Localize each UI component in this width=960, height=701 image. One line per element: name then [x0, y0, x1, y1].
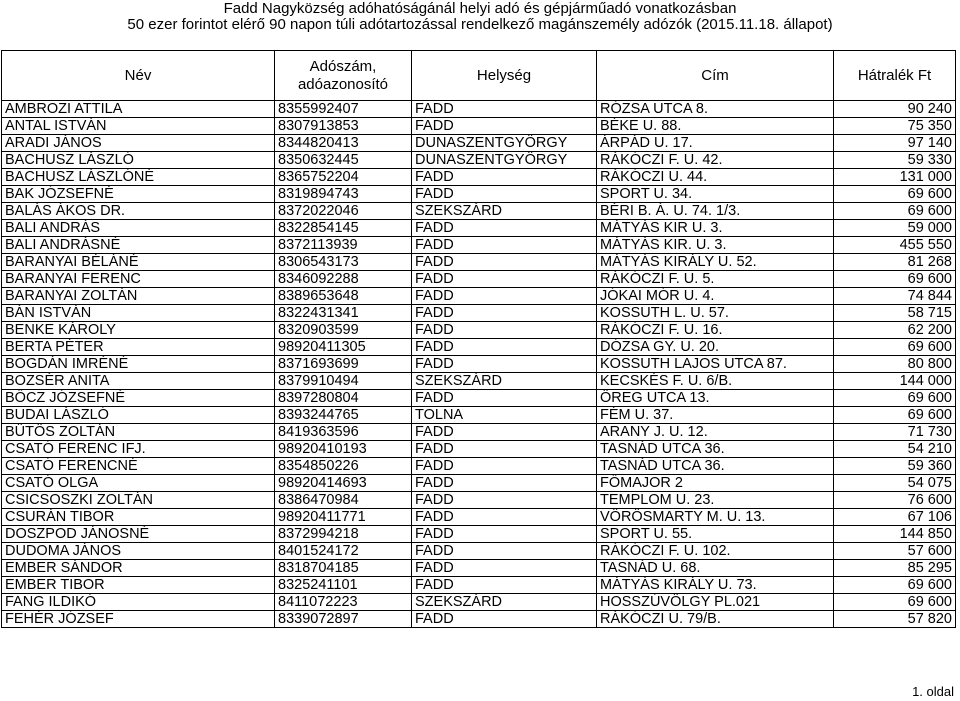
cell-address: KOSSUTH L. U. 57. — [597, 305, 834, 322]
cell-tax-id: 8350632445 — [275, 152, 412, 169]
table-row — [2, 509, 956, 526]
cell-address: TASNÁD UTCA 36. — [597, 441, 834, 458]
table-row — [2, 101, 956, 118]
cell-name: BACHUSZ LÁSZLÓ — [2, 152, 275, 169]
cell-name: BARANYAI BÉLÁNÉ — [2, 254, 275, 271]
table-row — [2, 339, 956, 356]
table-row — [2, 305, 956, 322]
table-row — [2, 543, 956, 560]
cell-tax-id: 8320903599 — [275, 322, 412, 339]
table-row — [2, 611, 956, 628]
cell-name: BOZSÉR ANITA — [2, 373, 275, 390]
cell-arrears: 58 715 — [834, 305, 956, 322]
cell-name: EMBER TIBOR — [2, 577, 275, 594]
cell-arrears: 69 600 — [834, 186, 956, 203]
table-row — [2, 526, 956, 543]
cell-town: FADD — [412, 118, 597, 135]
cell-arrears: 75 350 — [834, 118, 956, 135]
cell-address: BÉKE U. 88. — [597, 118, 834, 135]
cell-town: FADD — [412, 509, 597, 526]
cell-name: DOSZPOD JÁNOSNÉ — [2, 526, 275, 543]
table-row — [2, 577, 956, 594]
cell-arrears: 74 844 — [834, 288, 956, 305]
column-header-tax-id: Adószám, adóazonosító — [275, 51, 412, 101]
cell-arrears: 97 140 — [834, 135, 956, 152]
table-row — [2, 322, 956, 339]
cell-arrears: 131 000 — [834, 169, 956, 186]
table-row — [2, 169, 956, 186]
cell-arrears: 76 600 — [834, 492, 956, 509]
cell-town: FADD — [412, 271, 597, 288]
cell-tax-id: 8371693699 — [275, 356, 412, 373]
cell-tax-id: 8322854145 — [275, 220, 412, 237]
table-row — [2, 118, 956, 135]
table-row — [2, 492, 956, 509]
cell-arrears: 81 268 — [834, 254, 956, 271]
cell-tax-id: 8401524172 — [275, 543, 412, 560]
cell-address: RÁKÓCZI F. U. 16. — [597, 322, 834, 339]
cell-name: BARANYAI ZOLTÁN — [2, 288, 275, 305]
cell-name: CSATÓ FERENC IFJ. — [2, 441, 275, 458]
cell-address: SPORT U. 34. — [597, 186, 834, 203]
cell-address: RÁKÓCZI F. U. 42. — [597, 152, 834, 169]
table-row — [2, 594, 956, 611]
cell-name: CSATÓ FERENCNÉ — [2, 458, 275, 475]
cell-tax-id: 8372994218 — [275, 526, 412, 543]
cell-arrears: 69 600 — [834, 339, 956, 356]
cell-name: BOGDÁN IMRÉNÉ — [2, 356, 275, 373]
cell-address: BÉRI B. Á. U. 74. 1/3. — [597, 203, 834, 220]
table-row — [2, 458, 956, 475]
cell-arrears: 455 550 — [834, 237, 956, 254]
cell-name: BACHUSZ LÁSZLÓNÉ — [2, 169, 275, 186]
cell-arrears: 69 600 — [834, 407, 956, 424]
cell-town: FADD — [412, 305, 597, 322]
cell-tax-id: 8325241101 — [275, 577, 412, 594]
document-title: Fadd Nagyközség adóhatóságánál helyi adó és gépjárműadó vonatkozásban — [223, 0, 737, 17]
cell-address: RÁKÓCZI F. U. 5. — [597, 271, 834, 288]
table-row — [2, 288, 956, 305]
cell-address: KECSKÉS F. U. 6/B. — [597, 373, 834, 390]
cell-name: BALI ANDRÁS — [2, 220, 275, 237]
cell-address: HOSSZÚVÖLGY PL.021 — [597, 594, 834, 611]
cell-tax-id: 8372113939 — [275, 237, 412, 254]
cell-town: SZEKSZÁRD — [412, 594, 597, 611]
cell-address: TASNÁD UTCA 36. — [597, 458, 834, 475]
header-row — [2, 51, 956, 101]
cell-town: FADD — [412, 577, 597, 594]
cell-tax-id: 98920411771 — [275, 509, 412, 526]
cell-town: FADD — [412, 526, 597, 543]
cell-arrears: 54 075 — [834, 475, 956, 492]
cell-arrears: 59 330 — [834, 152, 956, 169]
cell-name: BAK JÓZSEFNÉ — [2, 186, 275, 203]
table-row — [2, 424, 956, 441]
cell-name: FEHÉR JÓZSEF — [2, 611, 275, 628]
cell-arrears: 80 800 — [834, 356, 956, 373]
cell-town: FADD — [412, 390, 597, 407]
cell-arrears: 71 730 — [834, 424, 956, 441]
cell-address: RÁKÓCZI U. 44. — [597, 169, 834, 186]
cell-tax-id: 8389653648 — [275, 288, 412, 305]
table-row — [2, 560, 956, 577]
cell-tax-id: 8354850226 — [275, 458, 412, 475]
cell-tax-id: 8393244765 — [275, 407, 412, 424]
column-header-address: Cím — [597, 51, 834, 101]
cell-name: DUDOMA JÁNOS — [2, 543, 275, 560]
table-row — [2, 373, 956, 390]
column-header-arrears: Hátralék Ft — [834, 51, 956, 101]
table-row — [2, 254, 956, 271]
cell-address: RÁKÓCZI U. 79/B. — [597, 611, 834, 628]
cell-town: FADD — [412, 169, 597, 186]
cell-tax-id: 8397280804 — [275, 390, 412, 407]
table-row — [2, 203, 956, 220]
cell-address: MÁTYÁS KIR U. 3. — [597, 220, 834, 237]
cell-tax-id: 8346092288 — [275, 271, 412, 288]
cell-address: ÖREG UTCA 13. — [597, 390, 834, 407]
cell-town: FADD — [412, 475, 597, 492]
cell-address: RÓZSA UTCA 8. — [597, 101, 834, 118]
cell-arrears: 69 600 — [834, 577, 956, 594]
cell-address: DÓZSA GY. U. 20. — [597, 339, 834, 356]
cell-tax-id: 8419363596 — [275, 424, 412, 441]
table-row — [2, 237, 956, 254]
table-row — [2, 271, 956, 288]
cell-town: FADD — [412, 101, 597, 118]
cell-arrears: 62 200 — [834, 322, 956, 339]
cell-name: BALÁS ÁKOS DR. — [2, 203, 275, 220]
cell-name: CSATÓ OLGA — [2, 475, 275, 492]
cell-address: ARANY J. U. 12. — [597, 424, 834, 441]
cell-address: MÁTYÁS KIR. U. 3. — [597, 237, 834, 254]
cell-arrears: 69 600 — [834, 390, 956, 407]
cell-name: EMBER SÁNDOR — [2, 560, 275, 577]
cell-town: DUNASZENTGYÖRGY — [412, 152, 597, 169]
cell-tax-id: 8344820413 — [275, 135, 412, 152]
cell-address: VÖRÖSMARTY M. U. 13. — [597, 509, 834, 526]
cell-arrears: 57 600 — [834, 543, 956, 560]
cell-town: FADD — [412, 441, 597, 458]
cell-arrears: 69 600 — [834, 203, 956, 220]
cell-name: BÁN ISTVÁN — [2, 305, 275, 322]
cell-tax-id: 8372022046 — [275, 203, 412, 220]
cell-town: SZEKSZÁRD — [412, 373, 597, 390]
cell-tax-id: 98920411305 — [275, 339, 412, 356]
cell-tax-id: 8365752204 — [275, 169, 412, 186]
table-row — [2, 152, 956, 169]
cell-name: CSICSOSZKI ZOLTÁN — [2, 492, 275, 509]
cell-name: FANG ILDIKÓ — [2, 594, 275, 611]
table-row — [2, 390, 956, 407]
cell-tax-id: 8307913853 — [275, 118, 412, 135]
table-row — [2, 186, 956, 203]
cell-town: FADD — [412, 560, 597, 577]
cell-town: FADD — [412, 339, 597, 356]
cell-town: FADD — [412, 356, 597, 373]
cell-address: FŐMAJOR 2 — [597, 475, 834, 492]
cell-address: FÉM U. 37. — [597, 407, 834, 424]
page-number: 1. oldal — [912, 684, 954, 699]
cell-name: CSURÁN TIBOR — [2, 509, 275, 526]
cell-tax-id: 8411072223 — [275, 594, 412, 611]
cell-address: MÁTYÁS KIRÁLY U. 52. — [597, 254, 834, 271]
cell-address: RÁKÓCZI F. U. 102. — [597, 543, 834, 560]
table-row — [2, 407, 956, 424]
cell-address: ÁRPÁD U. 17. — [597, 135, 834, 152]
table-row — [2, 135, 956, 152]
column-header-town: Helység — [412, 51, 597, 101]
cell-town: FADD — [412, 458, 597, 475]
cell-tax-id: 8386470984 — [275, 492, 412, 509]
cell-address: TEMPLOM U. 23. — [597, 492, 834, 509]
cell-town: TOLNA — [412, 407, 597, 424]
cell-arrears: 144 850 — [834, 526, 956, 543]
cell-arrears: 67 106 — [834, 509, 956, 526]
cell-name: BENKE KÁROLY — [2, 322, 275, 339]
cell-name: BUDAI LÁSZLÓ — [2, 407, 275, 424]
cell-name: BÜTÖS ZOLTÁN — [2, 424, 275, 441]
cell-town: FADD — [412, 492, 597, 509]
cell-name: AMBROZI ATTILA — [2, 101, 275, 118]
cell-town: FADD — [412, 322, 597, 339]
cell-address: SPORT U. 55. — [597, 526, 834, 543]
cell-name: ANTAL ISTVÁN — [2, 118, 275, 135]
cell-town: FADD — [412, 186, 597, 203]
cell-tax-id: 8339072897 — [275, 611, 412, 628]
cell-town: FADD — [412, 288, 597, 305]
cell-arrears: 69 600 — [834, 594, 956, 611]
cell-address: TASNÁD U. 68. — [597, 560, 834, 577]
cell-tax-id: 8355992407 — [275, 101, 412, 118]
cell-arrears: 85 295 — [834, 560, 956, 577]
cell-arrears: 69 600 — [834, 271, 956, 288]
cell-tax-id: 8319894743 — [275, 186, 412, 203]
cell-tax-id: 98920414693 — [275, 475, 412, 492]
cell-town: FADD — [412, 424, 597, 441]
cell-town: FADD — [412, 611, 597, 628]
cell-town: FADD — [412, 220, 597, 237]
cell-arrears: 90 240 — [834, 101, 956, 118]
cell-name: BALI ANDRÁSNÉ — [2, 237, 275, 254]
cell-tax-id: 8306543173 — [275, 254, 412, 271]
cell-arrears: 59 360 — [834, 458, 956, 475]
cell-name: BŐCZ JÓZSEFNÉ — [2, 390, 275, 407]
debtors-table — [1, 50, 956, 628]
cell-name: ARADI JÁNOS — [2, 135, 275, 152]
cell-town: DUNASZENTGYÖRGY — [412, 135, 597, 152]
table-body — [2, 101, 956, 628]
cell-arrears: 144 000 — [834, 373, 956, 390]
cell-town: FADD — [412, 237, 597, 254]
cell-tax-id: 8318704185 — [275, 560, 412, 577]
table-header — [2, 51, 956, 101]
cell-tax-id: 98920410193 — [275, 441, 412, 458]
cell-name: BARANYAI FERENC — [2, 271, 275, 288]
cell-town: FADD — [412, 254, 597, 271]
table-row — [2, 356, 956, 373]
cell-town: SZEKSZÁRD — [412, 203, 597, 220]
cell-arrears: 54 210 — [834, 441, 956, 458]
document-subtitle: 50 ezer forintot elérő 90 napon túli adótartozással rendelkező magánszemély adózók (2015.11.18. állapot) — [127, 16, 833, 33]
cell-arrears: 59 000 — [834, 220, 956, 237]
cell-address: MÁTYÁS KIRÁLY U. 73. — [597, 577, 834, 594]
cell-arrears: 57 820 — [834, 611, 956, 628]
column-header-name: Név — [2, 51, 275, 101]
cell-address: KOSSUTH LAJOS UTCA 87. — [597, 356, 834, 373]
cell-name: BERTA PÉTER — [2, 339, 275, 356]
cell-tax-id: 8379910494 — [275, 373, 412, 390]
cell-tax-id: 8322431341 — [275, 305, 412, 322]
cell-town: FADD — [412, 543, 597, 560]
table-row — [2, 475, 956, 492]
cell-address: JÓKAI MÓR U. 4. — [597, 288, 834, 305]
table-row — [2, 220, 956, 237]
table-row — [2, 441, 956, 458]
